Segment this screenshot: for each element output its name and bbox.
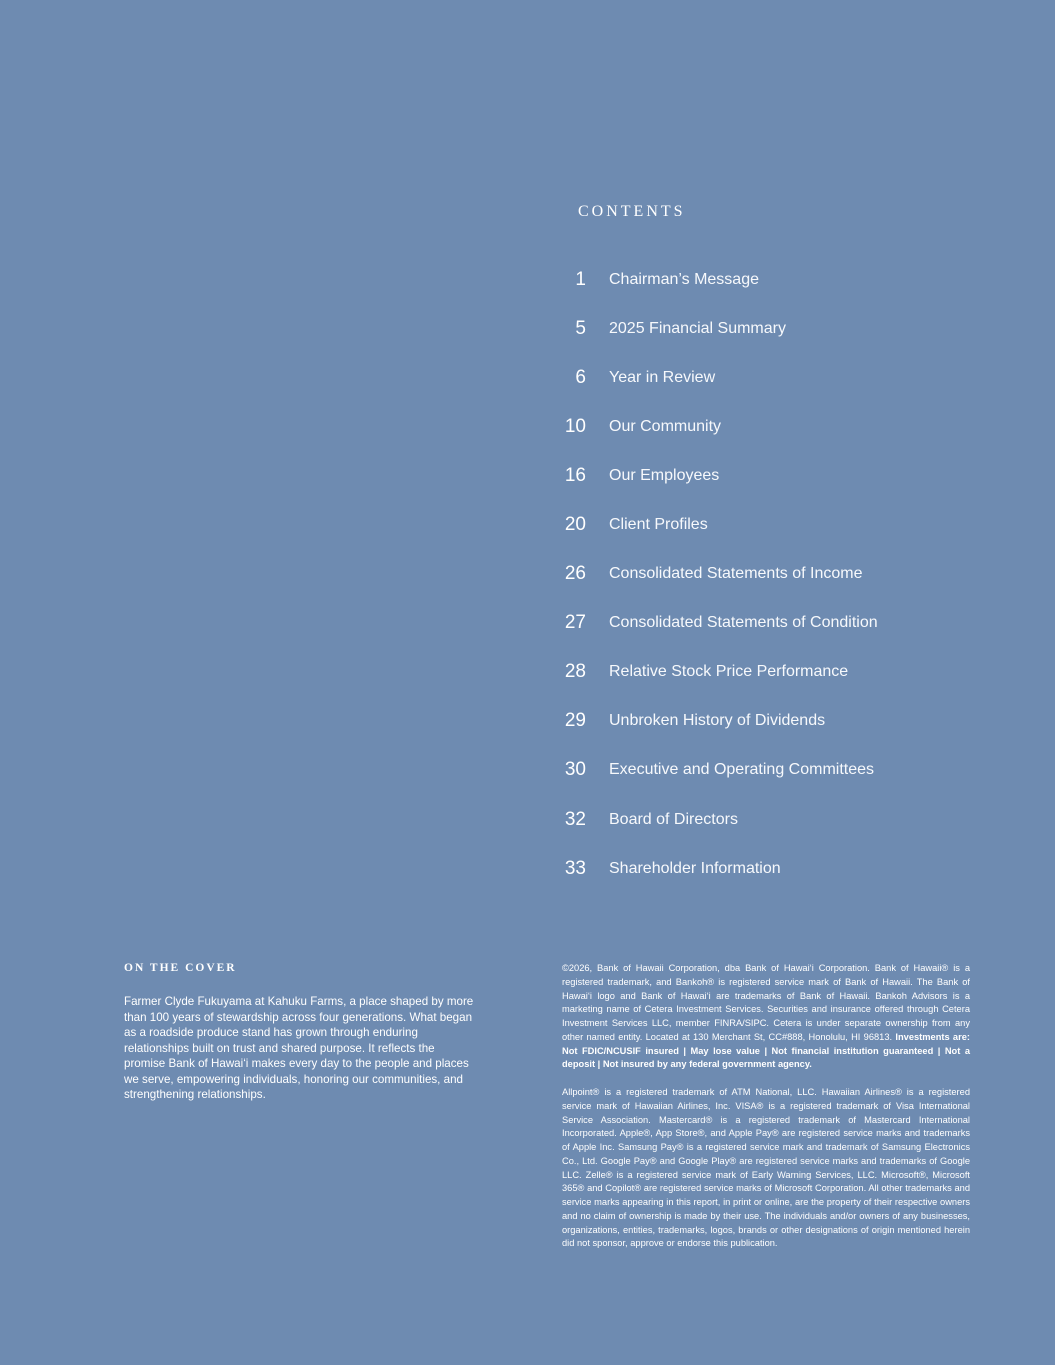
toc-page-number: 1: [575, 268, 586, 290]
toc-item[interactable]: [540, 402, 878, 451]
toc-page-number: 6: [575, 366, 586, 388]
toc-page-number: 5: [575, 317, 586, 339]
toc-page-number: 27: [564, 612, 586, 634]
toc-page-number: 10: [564, 415, 586, 437]
toc-title: Client Profiles: [609, 516, 708, 534]
toc-item[interactable]: [540, 304, 878, 353]
toc-item[interactable]: [540, 648, 878, 697]
cover-heading: ON THE COVER: [124, 962, 237, 974]
contents-heading: CONTENTS: [578, 203, 686, 220]
toc-page-number: 20: [564, 514, 586, 536]
toc-item[interactable]: [540, 353, 878, 402]
toc-page-number: 16: [564, 464, 586, 486]
legal-copyright-text: ©2026, Bank of Hawaii Corporation, dba Bank of Hawai‘i Corporation. Bank of Hawaii® is a registered trademark, and Bankoh® is registered service mark of Bank of Hawaii. The Bank of Hawai‘i logo and Bank of Hawai‘i are trademarks of Bank of Hawaii. Bankoh Advisors is a marketing name of Cetera Investment Services. Securities and insurance offered through Cetera Investment Services LLC, member FINRA/SIPC. Cetera is under separate ownership from any other named entity. Located at 130 Merchant St, CC#888, Honolulu, HI 96813.: [562, 963, 970, 1042]
toc-item[interactable]: [540, 746, 878, 795]
toc-title: Chairman’s Message: [609, 270, 759, 288]
toc-item[interactable]: [540, 697, 878, 746]
toc-page-number: 30: [564, 759, 586, 781]
legal-notice: [562, 962, 970, 1251]
legal-paragraph-copyright: [562, 962, 970, 1072]
toc-page-number: 33: [564, 857, 586, 879]
toc-item[interactable]: [540, 500, 878, 549]
toc-title: Executive and Operating Committees: [609, 761, 875, 779]
toc-page-number: 28: [564, 661, 586, 683]
toc-item[interactable]: [540, 255, 878, 304]
toc-title: Board of Directors: [609, 810, 738, 828]
toc-title: Unbroken History of Dividends: [609, 712, 826, 730]
toc-title: Relative Stock Price Performance: [609, 663, 849, 681]
toc-item[interactable]: [540, 451, 878, 500]
toc-page-number: 32: [564, 808, 586, 830]
toc-item[interactable]: [540, 795, 878, 844]
toc-title: Our Employees: [609, 466, 720, 484]
toc-item[interactable]: [540, 550, 878, 599]
toc-title: Shareholder Information: [609, 859, 781, 877]
toc-title: Consolidated Statements of Condition: [609, 614, 878, 632]
legal-investment-disclaimer: Investments are: Not FDIC/NCUSIF insured | May lose value | Not financial institution guaranteed | Not a deposit | Not insured by any federal government agency.: [562, 1031, 970, 1070]
toc-title: Year in Review: [609, 368, 716, 386]
legal-paragraph-trademarks: Allpoint® is a registered trademark of ATM National, LLC. Hawaiian Airlines® is a registered service mark of Hawaiian Airlines, Inc. VISA® is a registered trademark of Visa International Service Association. Mastercard® is a registered trademark of Mastercard International Incorporated. Apple®, App Store®, and Apple Pay® are registered service marks and trademarks of Apple Inc. Samsung Pay® is a registered service mark and trademark of Samsung Electronics Co., Ltd. Google Pay® and Google Play® are registered service marks and trademarks of Google LLC. Zelle® is a registered service mark of Early Warning Services, LLC. Microsoft®, Microsoft 365® and Copilot® are registered service marks of Microsoft Corporation. All other trademarks and service marks appearing in this report, in print or online, are the property of their respective owners and no claim of ownership is made by their use. The individuals and/or owners of any businesses, organizations, entities, trademarks, logos, brands or other designations of origin mentioned herein did not sponsor, approve or endorse this publication.: [562, 1087, 970, 1249]
toc-item[interactable]: [540, 599, 878, 648]
toc-title: 2025 Financial Summary: [609, 319, 786, 337]
toc-title: Consolidated Statements of Income: [609, 565, 863, 583]
toc-page-number: 26: [564, 563, 586, 585]
toc-item[interactable]: [540, 844, 878, 893]
table-of-contents: [540, 255, 878, 893]
toc-title: Our Community: [609, 417, 722, 435]
toc-page-number: 29: [564, 710, 586, 732]
cover-text: Farmer Clyde Fukuyama at Kahuku Farms, a place shaped by more than 100 years of stewardship across four generations. What began as a roadside produce stand has grown through enduring relationships built on trust and shared purpose. It reflects the promise Bank of Hawai‘i makes every day to the people and places we serve, empowering individuals, honoring our communities, and strengthening relationships.: [124, 995, 474, 1101]
cover-description: [124, 962, 474, 1103]
